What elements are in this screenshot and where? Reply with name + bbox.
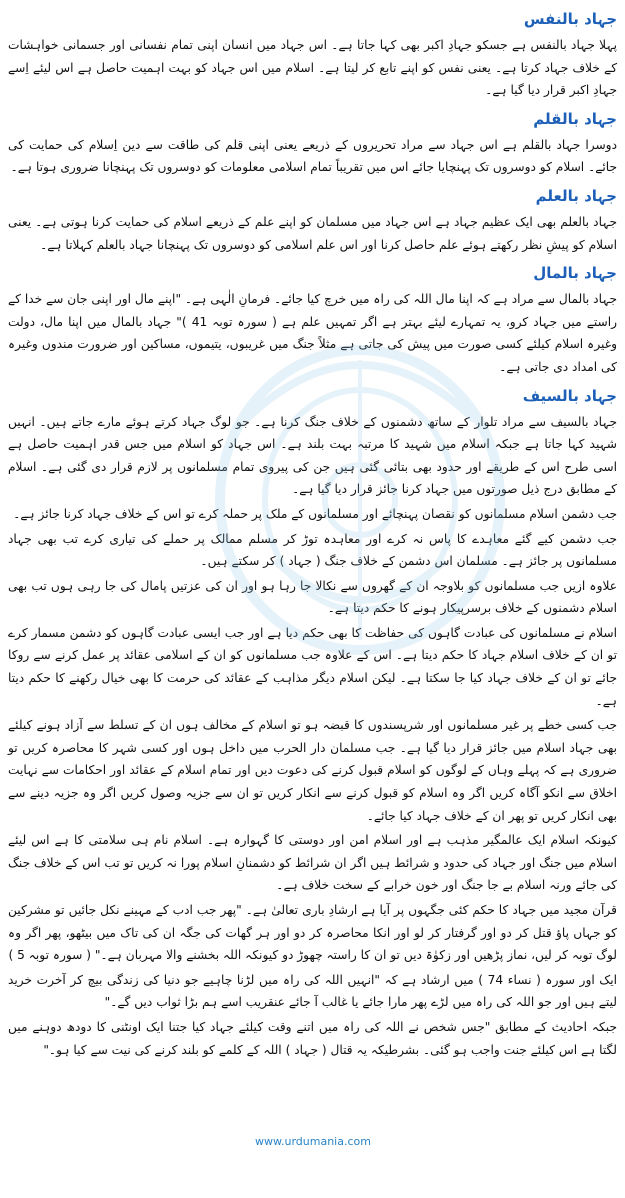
paragraph: جب دشمن اسلام مسلمانوں کو نقصان پہنچائے اور مسلمانوں کے ملک پر حملہ کرے تو اس کے خلاف جہاد کرنا جائز ہے۔ bbox=[13, 506, 617, 521]
section-jihad-bil-maal bbox=[8, 262, 617, 378]
paragraph: جبکہ احادیث کے مطابق "جس شخص نے اللہ کی راہ میں اتنے وقت کیلئے جہاد کیا جتنا ایک اونٹنی کا دودھ دوہنے میں لگتا ہے اس کیلئے جنت واجب ہو گئی۔ بشرطیکہ یہ قتال ( جہاد ) اللہ کے کلمے کو بلند کرنے کی نیت سے کیا ہو۔" bbox=[8, 1019, 617, 1057]
section-heading: جہاد بالقلم bbox=[533, 109, 617, 128]
section-heading: جہاد بالنفس bbox=[523, 10, 617, 28]
site-url: www.urdumania.com bbox=[255, 1135, 371, 1148]
paragraph: جب کسی خطے پر غیر مسلمانوں اور شرپسندوں کا قبضہ ہو تو اسلام کے مخالف ہوں ان کے تسلط سے آزاد ہونے کیلئے بھی جہاد اسلام میں جائز قرار دیا گیا ہے۔ جب مسلمان دار الحرب میں داخل ہوں اور کسی شہر کا محاصرہ کریں تو ضروری ہے کہ پہلے وہاں کے لوگوں کو اسلام قبول کرنے کی دعوت دیں اور تمام اسلام کے عقائد اور احکامات سے نہایت اخلاق سے انکو آگاہ کریں اگر وہ اسلام کو قبول کرنے سے انکار کریں تو ان سے جزیہ وصول کریں اگر وہ جزیہ دینے سے بھی انکار کریں تو پھر ان کے خلاف جہاد کیا جائے۔ bbox=[8, 718, 617, 823]
paragraph: ایک اور سورہ ( نساء 74 ) میں ارشاد ہے کہ "انہیں اللہ کی راہ میں لڑنا چاہیے جو دنیا کی زندگی بیچ کر آخرت خرید لیتے ہیں اور جو اللہ کی راہ میں لڑے پھر مارا جائے یا غالب آ جائے عنقریب اسے ہم بڑا ثواب دیں گے۔" bbox=[8, 972, 617, 1010]
paragraph: جہاد بالمال سے مراد ہے کہ اپنا مال اللہ کی راہ میں خرچ کیا جائے۔ فرمانِ الٰہی ہے۔ "اپنے مال اور اپنی جان سے خدا کے راستے میں جہاد کرو، یہ تمہارے لیئے بہتر ہے اگر تمہیں علم ہے ( سورہ توبہ 41 )" جہاد بالمال میں اپنا مال، دولت وغیرہ اسلام کیلئے کسی صورت میں پیش کی جاتی ہے مثلاً جنگ میں غریبوں، یتیموں، مساکین اور ضرورت مندوں وغیرہ کی امداد دی جاتی ہے۔ bbox=[8, 292, 617, 374]
paragraph: جہاد بالعلم بھی ایک عظیم جہاد ہے اس جہاد میں مسلمان کو اپنے علم کے ذریعے اسلام کی حمایت کرنا ہوتی ہے۔ یعنی اسلام کو پیشِ نظر رکھتے ہوئے علم حاصل کرنا اور اس علم اسلامی کو دوسروں تک پہنچانا جہاد بالعلم کہلاتا ہے۔ bbox=[8, 214, 617, 252]
paragraph: علاوہ ازیں جب مسلمانوں کو بلاوجہ ان کے گھروں سے نکالا جا رہا ہو اور ان کی عزتیں پامال کی جا رہی ہوں تب بھی اسلام دشمنوں کے خلاف برسرپیکار ہونے کا حکم دیتا ہے۔ bbox=[8, 578, 617, 616]
section-heading: جہاد بالعلم bbox=[535, 186, 617, 205]
paragraph: اسلام نے مسلمانوں کی عبادت گاہوں کی حفاظت کا بھی حکم دیا ہے اور جب ایسی عبادت گاہوں کو دشمن مسمار کرے تو ان کے خلاف اسلام جہاد کا حکم دیتا ہے۔ اس کے علاوہ جب مسلمانوں کو ان کے اسلامی عقائد پر عمل کرنے سے روکا جائے تو ان کے خلاف جہاد کیا جا سکتا ہے۔ لیکن اسلام دیگر مذاہب کے عقائد کی حرمت کا بھی خیال رکھنے کا حکم دیتا ہے۔ bbox=[8, 625, 617, 708]
paragraph: جب دشمن کیے گئے معاہدے کا پاس نہ کرے اور معاہدہ توڑ کر مسلم ممالک پر حملے کی تیاری کرے تب بھی جہاد مسلمانوں پر جائز ہے۔ مسلمان اس دشمن کے خلاف جنگ ( جہاد ) کر سکتے ہیں۔ bbox=[8, 531, 617, 569]
paragraph: قرآن مجید میں جہاد کا حکم کئی جگہوں پر آیا ہے ارشادِ باری تعالیٰ ہے۔ "پھر جب ادب کے مہینے نکل جائیں تو مشرکین کو جہاں پاؤ قتل کر دو اور گرفتار کر لو اور انکا محاصرہ کر دو اور ہر گھات کی جگہ ان کی تاک میں بیٹھو، پھر اگر وہ لوگ توبہ کر لیں، نماز پڑھیں اور زکوٰۃ دیں تو ان کا راستہ چھوڑ دو کیونکہ اللہ بخشنے والا مہربان ہے۔" ( سورہ توبہ 5 ) bbox=[8, 903, 617, 963]
section-jihad-bil-saif bbox=[8, 385, 617, 1062]
section-jihad-bil-ilm bbox=[8, 185, 617, 256]
paragraph: پہلا جہاد بالنفس ہے جسکو جہادِ اکبر بھی کہا جاتا ہے۔ اس جہاد میں انسان اپنی تمام نفسانی اور جسمانی خواہشات کے خلاف جہاد کرتا ہے۔ یعنی نفس کو اپنے تابع کر لیتا ہے۔ اسلام میں اس جہاد کو بہت اہمیت حاصل ہے اس لیئے اِسے جہادِ اکبر قرار دیا گیا ہے۔ bbox=[8, 38, 617, 98]
section-heading: جہاد بالمال bbox=[533, 264, 617, 283]
section-jihad-bil-nafs bbox=[8, 8, 617, 102]
section-jihad-bil-qalam bbox=[8, 108, 617, 179]
paragraph: جہاد بالسیف سے مراد تلوار کے ساتھ دشمنوں کے خلاف جنگ کرنا ہے۔ جو لوگ جہاد کرتے ہوئے مارے جاتے ہیں۔ انہیں شہید کہا جاتا ہے جبکہ اسلام میں شہید کا مرتبہ بہت بلند ہے۔ اس جہاد کو اسلام میں جس قدر اہمیت حاصل ہے اسی طرح اس کے طریقے اور حدود بھی بتائی گئی ہیں جن کی پیروی تمام مسلمانوں پر لازم قرار دی گئی ہے۔ اسلام کے مطابق درج ذیل صورتوں میں جہاد کرنا جائز قرار دیا گیا ہے۔ bbox=[8, 414, 617, 497]
section-heading: جہاد بالسیف bbox=[522, 386, 617, 405]
paragraph: دوسرا جہاد بالقلم ہے اس جہاد سے مراد تحریروں کے ذریعے یعنی اپنی قلم کی طاقت سے دین اِسلام کی حمایت کی جائے۔ اسلام کو دوسروں تک پہنچایا جائے اس میں تقریباً تمام اسلامی معلومات کو دوسروں تک پہنچانا ضروری ہوتا ہے۔ bbox=[8, 137, 617, 175]
paragraph: کیونکہ اسلام ایک عالمگیر مذہب ہے اور اسلام امن اور دوستی کا گہوارہ ہے۔ اسلام نام ہی سلامتی کا ہے اس لیئے اسلام میں جنگ اور جہاد کی حدود و شرائط ہیں اگر ان شرائط کو دشمنانِ اسلام پورا نہ کریں تو تب اس کے خلاف جنگ کی جائے ورنہ اسلام بے جا جنگ اور خون خرابے کے سخت خلاف ہے۔ bbox=[8, 833, 617, 893]
